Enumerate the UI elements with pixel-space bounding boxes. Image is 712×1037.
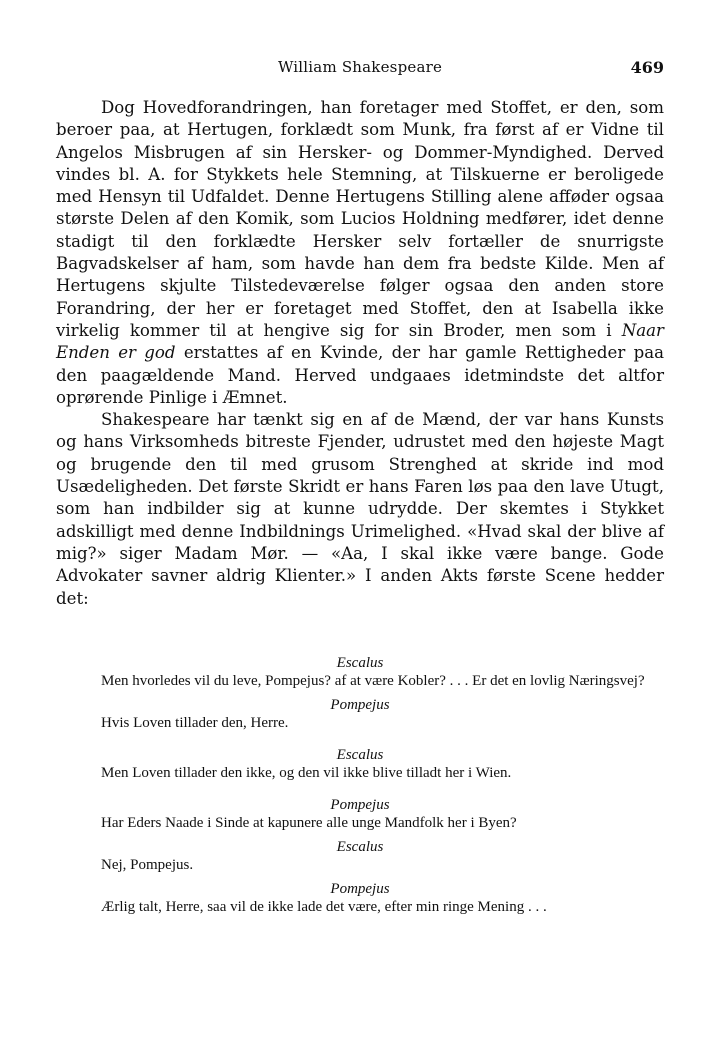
paragraph-1 — [56, 97, 664, 409]
page-number: 469 — [630, 58, 664, 77]
speech-line: Men hvorledes vil du leve, Pompejus? af at være Kobler? . . . Er det en lovlig Næringsvej? — [101, 673, 645, 689]
page-header — [56, 58, 664, 80]
speech-line: Men Loven tillader den ikke, og den vil ikke blive tilladt her i Wien. — [101, 765, 512, 781]
speech-line: Hvis Loven tillader den, Herre. — [101, 715, 289, 731]
speech-line: Har Eders Naade i Sinde at kapunere alle unge Mandfolk her i Byen? — [101, 815, 517, 831]
speaker-name: Escalus — [336, 655, 384, 671]
speaker-name: Pompejus — [330, 697, 390, 713]
speaker-name: Pompejus — [330, 881, 390, 897]
paragraph-1-text: Dog Hovedforandringen, han foretager med Stoffet, er den, som beroer paa, at Hertugen, forklædt som Munk, fra først af er Vidne til Angelos Misbrugen af sin Hersker- og Dommer-Myndighed. Derved vindes bl. A. for Stykkets hele Stemning, at Tilskuerne er beroligede med Hensyn til Udfaldet. Denne Hertugens Stilling alene afføder ogsaa største Delen af den Komik, som Lucios Holdning medfører, idet denne stadigt til den forklædte Hersker selv fortæller de snurrigste Bagvadskelser af ham, som havde han dem fra bedste Kilde. Men af Hertugens skjulte Tilstedeværelse følger ogsaa den anden store Forandring, der her er foretaget med Stoffet, den at Isabella ikke virkelig kommer til at hengive sig for sin Broder, men som i — [56, 98, 664, 340]
speech-line: Nej, Pompejus. — [101, 857, 194, 873]
paragraph-2: Shakespeare har tænkt sig en af de Mænd, der var hans Kunsts og hans Virksomheds bitreste Fjender, udrustet med den højeste Magt og brugende den til med grusom Strenghed at skride ind mod Usædeligheden. Det første Skridt er hans Faren løs paa den lave Utugt, som han indbilder sig at kunne udrydde. Der skemtes i Stykket adskilligt med denne Indbildnings Urimelighed. «Hvad skal der blive af mig?» siger Madam Mør. — «Aa, I skal ikke være bange. Gode Advokater savner aldrig Klienter.» I anden Akts første Scene hedder det: — [56, 410, 664, 608]
running-title: William Shakespeare — [277, 58, 443, 76]
speaker-name: Escalus — [336, 747, 384, 763]
speaker-name: Pompejus — [330, 797, 390, 813]
dialogue-excerpt — [56, 654, 664, 916]
speaker-name: Escalus — [336, 839, 384, 855]
paragraph-1-continuation: erstattes af en Kvinde, der har gamle Rettigheder paa den paagældende Mand. Herved undgaaes idetmindste det altfor oprørende Pinlige i Æmnet. — [56, 343, 665, 407]
body-text — [56, 97, 664, 610]
play-title-italic: Naar Enden er god — [56, 320, 664, 363]
speech-line: Ærlig talt, Herre, saa vil de ikke lade det være, efter min ringe Mening . . . — [101, 899, 547, 915]
